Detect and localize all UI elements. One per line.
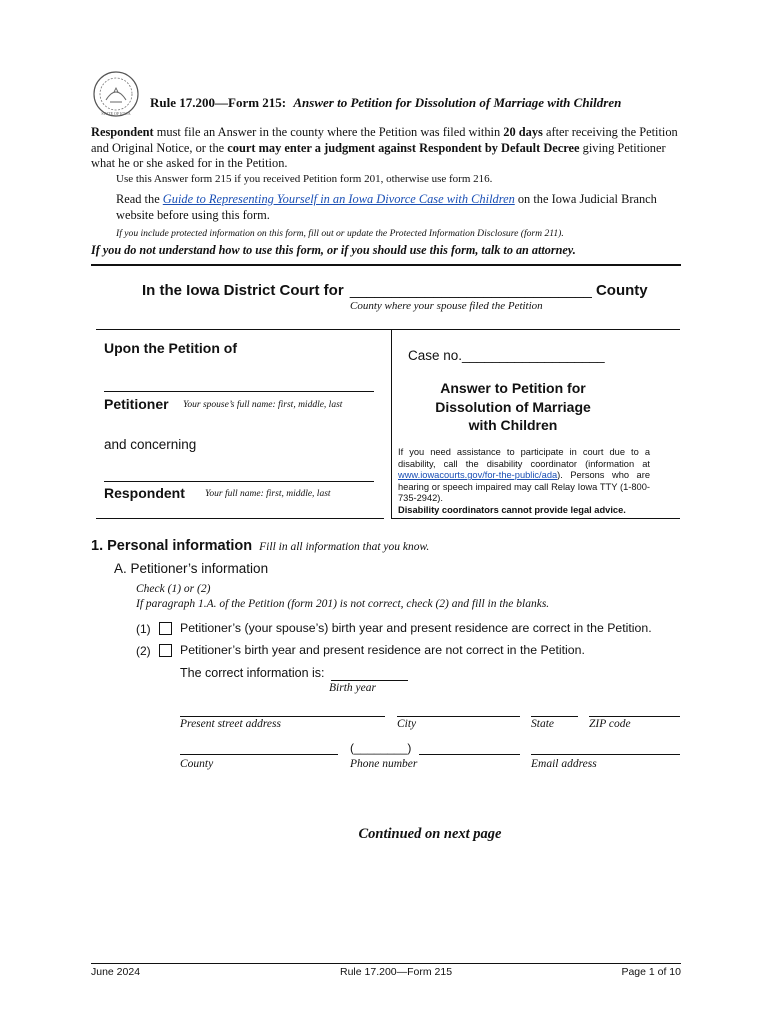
section-1-heading <box>91 537 429 555</box>
petitioner-label: Petitioner <box>104 396 169 412</box>
rule-form-number: Rule 17.200—Form 215: <box>150 95 287 110</box>
option-1-number: (1) <box>136 622 151 636</box>
form-title: Answer to Petition for Dissolution of Marriage with Children <box>293 95 622 110</box>
form-usage-note: Use this Answer form 215 if you received Petition form 201, otherwise use form 216. <box>116 173 493 185</box>
zip-line[interactable] <box>589 716 680 717</box>
state-line[interactable] <box>531 716 578 717</box>
street-label: Present street address <box>180 718 281 730</box>
court-heading <box>142 282 648 299</box>
city-label: City <box>397 718 417 730</box>
option-2-number: (2) <box>136 644 151 658</box>
phone-area-code[interactable]: (________) <box>350 741 412 755</box>
state-label: State <box>531 718 554 730</box>
respondent-bold: Respondent <box>91 125 154 139</box>
county-blank[interactable]: _____________________________ <box>349 282 592 299</box>
continued-note: Continued on next page <box>358 826 502 842</box>
court-label: In the Iowa District Court for <box>142 282 344 299</box>
guide-link[interactable]: Guide to Representing Yourself in an Iowa Divorce Case with Children <box>162 192 515 206</box>
guide-text-b: on the Iowa Judicial Branch website before using this form. <box>116 192 657 222</box>
form-header <box>150 95 621 111</box>
correct-info-label: The correct information is: <box>180 666 325 680</box>
phone-label: Phone number <box>350 758 418 770</box>
intro-text-a: must file an Answer in the county where the Petition was filed within <box>153 125 504 139</box>
top-divider <box>91 264 681 266</box>
respondent-label: Respondent <box>104 485 185 501</box>
email-line[interactable] <box>531 754 680 755</box>
intro-paragraph <box>91 125 689 172</box>
caption-bottom-rule-left <box>96 518 384 519</box>
iowa-court-seal-logo <box>92 70 140 118</box>
respondent-hint: Your full name: first, middle, last <box>205 489 331 499</box>
email-label: Email address <box>531 758 597 770</box>
birth-year-line[interactable] <box>331 680 408 681</box>
footer-page: Page 1 of 10 <box>621 966 681 978</box>
default-decree-bold: court may enter a judgment against Respondent by Default Decree <box>227 140 580 155</box>
concerning-label: and concerning <box>104 437 197 452</box>
option-2-label: Petitioner’s birth year and present residence are not correct in the Petition. <box>180 643 585 657</box>
footer-date: June 2024 <box>91 966 141 978</box>
option-1-label: Petitioner’s (your spouse’s) birth year and present residence are correct in the Petition. <box>180 621 652 635</box>
county-line[interactable] <box>180 754 338 755</box>
days-bold: 20 days <box>503 125 543 139</box>
street-line[interactable] <box>180 716 385 717</box>
phone-line[interactable] <box>419 754 520 755</box>
caption-bottom-rule-right <box>391 518 680 519</box>
document-title <box>398 379 628 435</box>
option-2-checkbox[interactable] <box>159 644 172 657</box>
county-word: County <box>595 282 648 299</box>
document-title-line-1: Answer to Petition for <box>440 380 586 396</box>
city-line[interactable] <box>397 716 520 717</box>
petitioner-hint: Your spouse’s full name: first, middle, last <box>183 400 343 410</box>
ada-link[interactable]: www.iowacourts.gov/for-the-public/ada <box>398 470 558 481</box>
guide-text-a: Read the <box>116 192 163 206</box>
attorney-warning: If you do not understand how to use this form, or if you should use this form, talk to an attorney. <box>91 243 576 257</box>
check-hint: Check (1) or (2) <box>136 583 211 595</box>
zip-label: ZIP code <box>589 718 631 730</box>
respondent-name-line[interactable] <box>104 481 374 482</box>
intro-text-c: giving Petitioner what he or she asked for in the Petition. <box>91 140 666 170</box>
personal-info-heading: 1. Personal information <box>91 538 253 554</box>
guide-paragraph <box>116 192 686 223</box>
document-title-line-3: with Children <box>468 417 558 433</box>
assist-text-a: If you need assistance to participate in court due to a disability, call the disability coordinator (information at <box>398 447 650 469</box>
document-title-line-2: Dissolution of Marriage <box>435 398 591 415</box>
upon-petition-label: Upon the Petition of <box>104 340 237 356</box>
svg-text:STATE OF IOWA: STATE OF IOWA <box>101 111 131 116</box>
caption-vertical-rule <box>391 330 392 519</box>
accessibility-notice <box>398 447 650 517</box>
petitioner-info-subheading: A. Petitioner’s information <box>114 561 269 576</box>
no-legal-advice-note: Disability coordinators cannot provide legal advice. <box>398 504 626 515</box>
footer-form: Rule 17.200—Form 215 <box>340 966 453 978</box>
county-hint: County where your spouse filed the Petition <box>350 300 543 312</box>
birth-year-label: Birth year <box>329 682 376 694</box>
paragraph-hint: If paragraph 1.A. of the Petition (form 201) is not correct, check (2) and fill in the blanks. <box>136 598 550 610</box>
footer-rule <box>91 963 681 964</box>
county-label: County <box>180 758 214 770</box>
personal-info-hint: Fill in all information that you know. <box>259 541 430 553</box>
intro-text-b: after receiving the Petition and Original Notice, or the <box>91 125 678 155</box>
assist-text-b: ). Persons who are hearing or speech impaired may call Relay Iowa TTY (1-800-735-2942). <box>398 470 650 504</box>
option-1-checkbox[interactable] <box>159 622 172 635</box>
petitioner-name-line[interactable] <box>104 391 374 392</box>
caption-top-rule <box>96 329 680 330</box>
protected-info-note: If you include protected information on this form, fill out or update the Protected Information Disclosure (form 211). <box>116 228 564 239</box>
case-number-field[interactable]: Case no.___________________ <box>408 348 605 363</box>
